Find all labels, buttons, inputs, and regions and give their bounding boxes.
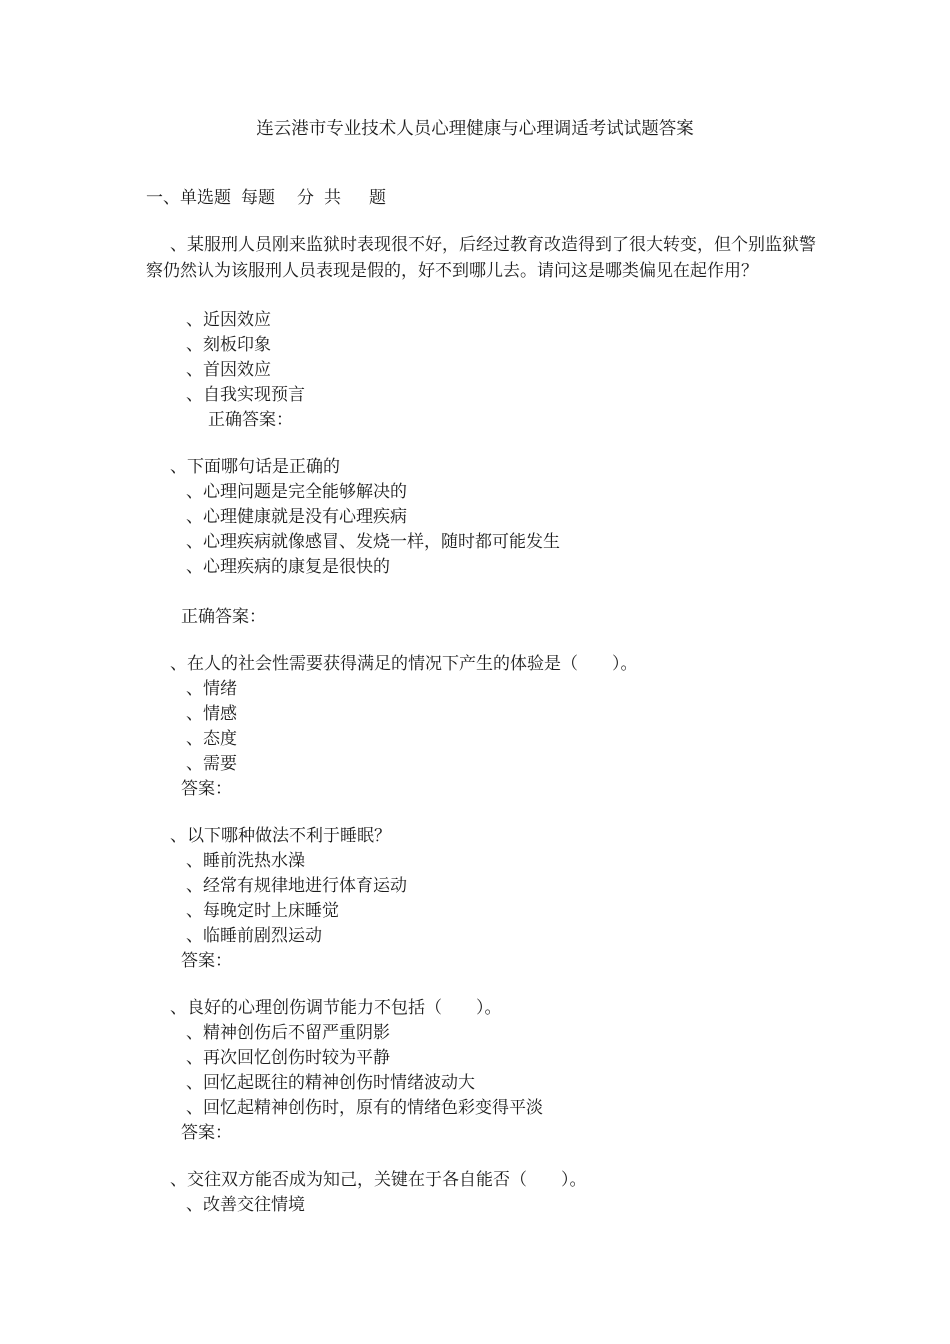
question-4-option-a: 、睡前洗热水澡 [186,851,305,871]
question-4-text: 、以下哪种做法不利于睡眠？ [170,826,391,846]
question-4-option-d: 、临睡前剧烈运动 [186,926,322,946]
question-4-option-c: 、每晚定时上床睡觉 [186,901,339,921]
question-3-option-d: 、需要 [186,754,237,774]
question-5-option-a: 、精神创伤后不留严重阴影 [186,1023,390,1043]
question-5-option-c: 、回忆起既往的精神创伤时情绪波动大 [186,1073,475,1093]
question-3-option-a: 、情绪 [186,679,237,699]
section-heading-label: 一、单选题 [146,188,231,208]
section-count-unit: 题 [369,188,386,208]
question-6-text: 、交往双方能否成为知己，关键在于各自能否（ ）。 [170,1170,587,1190]
question-5-option-d: 、回忆起精神创伤时，原有的情绪色彩变得平淡 [186,1098,543,1118]
section-score-unit: 分 [297,188,314,208]
question-1-option-d: 、自我实现预言 [186,385,305,405]
document-title: 连云港市专业技术人员心理健康与心理调适考试试题答案 [256,119,694,139]
section-heading [146,186,386,210]
question-5-text: 、良好的心理创伤调节能力不包括（ ）。 [170,998,502,1018]
question-4-option-b: 、经常有规律地进行体育运动 [186,876,407,896]
question-2-option-b: 、心理健康就是没有心理疾病 [186,507,407,527]
section-per-label: 每题 [241,188,275,208]
question-3-answer-label: 答案： [181,779,232,799]
question-1-option-a: 、近因效应 [186,310,271,330]
question-6-option-a: 、改善交往情境 [186,1195,305,1215]
question-1-option-b: 、刻板印象 [186,335,271,355]
question-3-option-b: 、情感 [186,704,237,724]
section-total-label: 共 [324,188,341,208]
question-4-answer-label: 答案： [181,951,232,971]
question-2-option-c: 、心理疾病就像感冒、发烧一样，随时都可能发生 [186,532,560,552]
question-2-text: 、下面哪句话是正确的 [170,457,340,477]
question-2-option-a: 、心理问题是完全能够解决的 [186,482,407,502]
question-3-option-c: 、态度 [186,729,237,749]
question-2-option-d: 、心理疾病的康复是很快的 [186,557,390,577]
question-5-answer-label: 答案： [181,1123,232,1143]
question-1-option-c: 、首因效应 [186,360,271,380]
question-3-text: 、在人的社会性需要获得满足的情况下产生的体验是（ ）。 [170,654,638,674]
question-1-text: 、某服刑人员刚来监狱时表现很不好，后经过教育改造得到了很大转变，但个别监狱警察仍然认为该服刑人员表现是假的，好不到哪儿去。请问这是哪类偏见在起作用？ [146,235,816,281]
question-5-option-b: 、再次回忆创伤时较为平静 [186,1048,390,1068]
question-1-answer-label: 正确答案： [208,410,293,430]
question-2-answer-label: 正确答案： [181,607,266,627]
